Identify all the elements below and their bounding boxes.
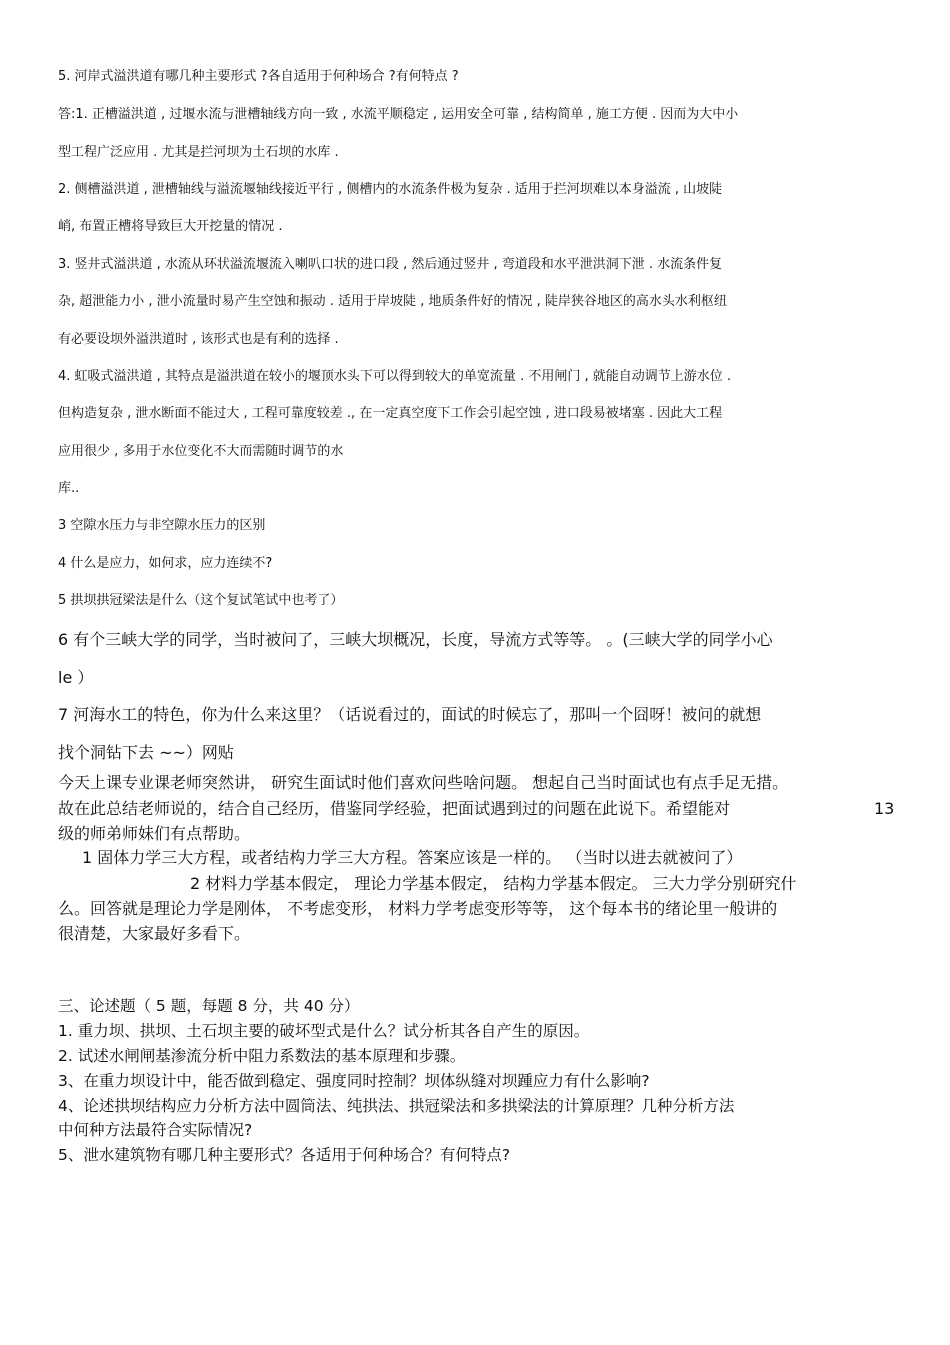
section-heading: 三、论述题（ 5 题，每题 8 分，共 40 分） xyxy=(58,997,360,1015)
essay-question: 中何种方法最符合实际情况? xyxy=(58,1121,253,1139)
answer-line: 答:1. 正槽溢洪道 , 过堰水流与泄槽轴线方向一致 , 水流平顺稳定 , 运用安全可靠 , 结构简单 , 施工方便 . 因而为大中小 xyxy=(58,107,739,122)
paragraph-line: 级的师弟师妹们有点帮助。 xyxy=(58,824,251,843)
question-line: 5 拱坝拱冠梁法是什么（这个复试笔试中也考了） xyxy=(58,593,344,608)
paragraph-line: 很清楚，大家最好多看下。 xyxy=(58,924,251,943)
answer-line: 应用很少 , 多用于水位变化不大而需随时调节的水 xyxy=(58,444,344,459)
essay-question: 4、论述拱坝结构应力分析方法中圆筒法、纯拱法、拱冠梁法和多拱梁法的计算原理？几种分析方法 xyxy=(58,1097,735,1115)
paragraph-line: 2 材料力学基本假定， 理论力学基本假定， 结构力学基本假定。 三大力学分别研究什 xyxy=(190,874,797,893)
answer-line: 型工程广泛应用 . 尤其是拦河坝为土石坝的水库 . xyxy=(58,145,339,160)
question-line: 找个洞钻下去 ~~）网贴 xyxy=(58,743,234,762)
answer-line: 2. 侧槽溢洪道 , 泄槽轴线与溢流堰轴线接近平行 , 侧槽内的水流条件极为复杂 . 适用于拦河坝难以本身溢流 , 山坡陡 xyxy=(58,182,723,197)
answer-line: 但构造复杂 , 泄水断面不能过大 , 工程可靠度较差 ., 在一定真空度下工作会引起空蚀 , 进口段易被堵塞 . 因此大工程 xyxy=(58,406,723,421)
question-line: 4 什么是应力，如何求，应力连续不? xyxy=(58,556,273,571)
question-line: le ） xyxy=(58,668,94,687)
answer-line: 库.. xyxy=(58,481,80,496)
essay-question: 1. 重力坝、拱坝、土石坝主要的破坏型式是什么？试分析其各自产生的原因。 xyxy=(58,1022,590,1040)
question-line: 6 有个三峡大学的同学，当时被问了，三峡大坝概况，长度，导流方式等等。 。(三峡大学的同学小心 xyxy=(58,630,773,649)
question-line: 7 河海水工的特色，你为什么来这里？（话说看过的，面试的时候忘了，那叫一个囧呀！被问的就想 xyxy=(58,705,762,724)
answer-line: 有必要设坝外溢洪道时 , 该形式也是有利的选择 . xyxy=(58,332,339,347)
question-line: 3 空隙水压力与非空隙水压力的区别 xyxy=(58,518,266,533)
answer-line: 峭, 布置正槽将导致巨大开挖量的情况 . xyxy=(58,219,283,234)
essay-question: 3、在重力坝设计中，能否做到稳定、强度同时控制？坝体纵缝对坝踵应力有什么影响? xyxy=(58,1072,650,1090)
paragraph-line: 1 固体力学三大方程，或者结构力学三大方程。答案应该是一样的。 （当时以进去就被问了） xyxy=(82,848,743,867)
paragraph-line: 么。回答就是理论力学是刚体， 不考虑变形， 材料力学考虑变形等等， 这个每本书的绪论里一般讲的 xyxy=(58,899,778,918)
question-5-spillway-forms: 5. 河岸式溢洪道有哪几种主要形式 ?各自适用于何种场合 ?有何特点 ? xyxy=(58,69,459,84)
answer-line: 3. 竖井式溢洪道 , 水流从环状溢流堰流入喇叭口状的进口段 , 然后通过竖井 , 弯道段和水平泄洪洞下泄 . 水流条件复 xyxy=(58,257,723,272)
essay-question: 2. 试述水闸闸基渗流分析中阻力系数法的基本原理和步骤。 xyxy=(58,1047,466,1065)
paragraph-line: 今天上课专业课老师突然讲， 研究生面试时他们喜欢问些啥问题。 想起自己当时面试也有点手足无措。 xyxy=(58,773,789,792)
essay-question: 5、泄水建筑物有哪几种主要形式？各适用于何种场合？有何特点? xyxy=(58,1146,511,1164)
answer-line: 4. 虹吸式溢洪道 , 其特点是溢洪道在较小的堰顶水头下可以得到较大的单宽流量 . 不用闸门 , 就能自动调节上游水位 . xyxy=(58,369,731,384)
answer-line: 杂, 超泄能力小 , 泄小流量时易产生空蚀和振动 . 适用于岸坡陡 , 地质条件好的情况 , 陡岸狭谷地区的高水头水利枢纽 xyxy=(58,294,727,309)
paragraph-line: 故在此总结老师说的，结合自己经历，借鉴同学经验，把面试遇到过的问题在此说下。希望能对 xyxy=(58,799,731,818)
paragraph-number: 13 xyxy=(874,799,895,818)
